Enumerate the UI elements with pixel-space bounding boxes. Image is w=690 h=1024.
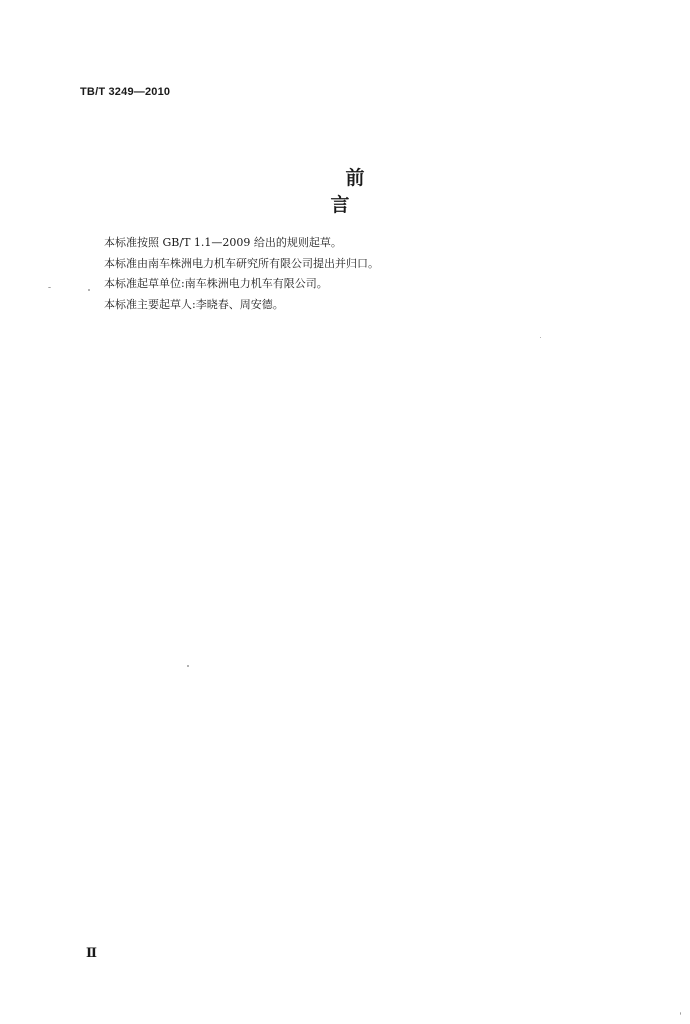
section-title-text: 前 言	[330, 167, 395, 216]
paragraph-proposer: 本标准由南车株洲电力机车研究所有限公司提出并归口。	[104, 256, 379, 270]
paragraph-drafters: 本标准主要起草人:李晓春、周安德。	[104, 297, 284, 311]
paragraph-drafting-unit: 本标准起草单位:南车株洲电力机车有限公司。	[104, 277, 328, 290]
section-title	[300, 163, 410, 217]
page-number: Ⅱ	[86, 946, 97, 961]
scan-speck	[540, 337, 541, 338]
scan-speck	[48, 287, 51, 288]
standard-code: TB/T 3249—2010	[80, 86, 171, 98]
foreword-body	[104, 233, 379, 315]
scan-speck	[680, 1012, 681, 1015]
paragraph-drafting-rules: 本标准按照 GB/T 1.1—2009 给出的规则起草。	[104, 236, 342, 249]
scan-speck	[88, 289, 90, 291]
scan-speck	[187, 665, 189, 667]
